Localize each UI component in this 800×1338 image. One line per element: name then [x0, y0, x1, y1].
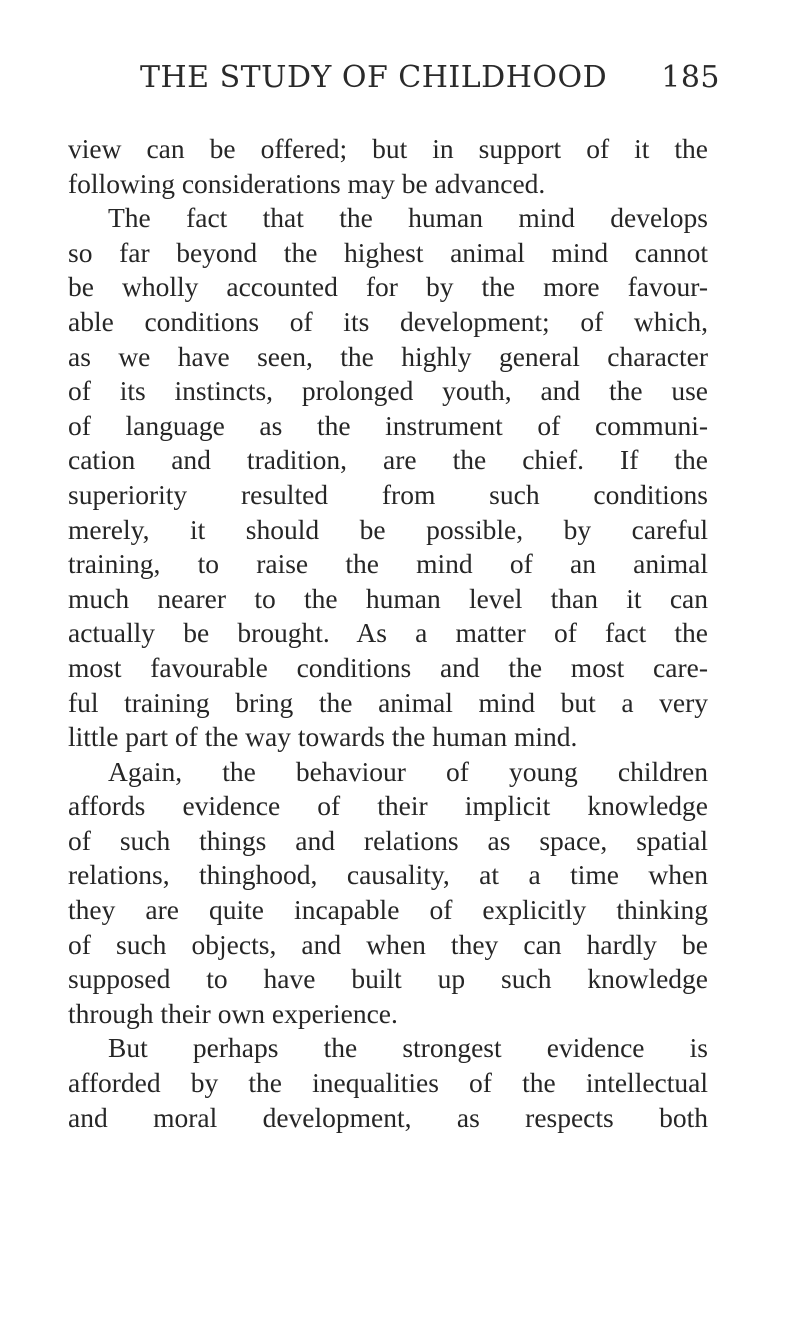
text-line: of language as the instrument of communi- [68, 409, 708, 441]
text-line: affords evidence of their implicit knowledge [68, 790, 708, 822]
text-line: view can be offered; but in support of it the [68, 133, 708, 164]
text-line: actually be brought. As a matter of fact the [68, 617, 708, 649]
running-head [140, 60, 720, 100]
text-line: much nearer to the human level than it can [68, 582, 708, 614]
text-line: through their own experience. [68, 997, 398, 1029]
text-line: of such objects, and when they can hardly be [68, 928, 708, 960]
page-number: 185 [661, 60, 720, 95]
text-line: as we have seen, the highly general character [68, 340, 708, 372]
text-line: training, to raise the mind of an animal [68, 548, 708, 580]
text-line: most favourable conditions and the most care- [68, 651, 708, 683]
running-title: THE STUDY OF CHILDHOOD [140, 60, 608, 95]
text-line: ful training bring the animal mind but a very [68, 686, 708, 718]
text-line: supposed to have built up such knowledge [68, 963, 708, 995]
text-line: and moral development, as respects both [68, 1101, 708, 1133]
text-line: of its instincts, prolonged youth, and the use [68, 375, 708, 407]
text-line: of such things and relations as space, spatial [68, 824, 708, 856]
text-line: able conditions of its development; of which, [68, 305, 708, 337]
text-line: merely, it should be possible, by careful [68, 513, 708, 545]
text-line: relations, thinghood, causality, at a time when [68, 859, 708, 891]
text-line: be wholly accounted for by the more favour- [68, 271, 708, 303]
text-line: cation and tradition, are the chief. If the [68, 444, 708, 476]
text-line: they are quite incapable of explicitly thinking [68, 894, 708, 926]
text-line: following considerations may be advanced. [68, 167, 546, 199]
text-line: Again, the behaviour of young children [108, 755, 708, 787]
text-line: little part of the way towards the human mind. [68, 721, 578, 753]
text-line: afforded by the inequalities of the intellectual [68, 1067, 708, 1099]
body-text [68, 132, 708, 1135]
text-line: The fact that the human mind develops [108, 202, 708, 234]
text-line: But perhaps the strongest evidence is [108, 1032, 708, 1064]
text-line: so far beyond the highest animal mind cannot [68, 236, 708, 268]
text-line: superiority resulted from such conditions [68, 478, 708, 510]
